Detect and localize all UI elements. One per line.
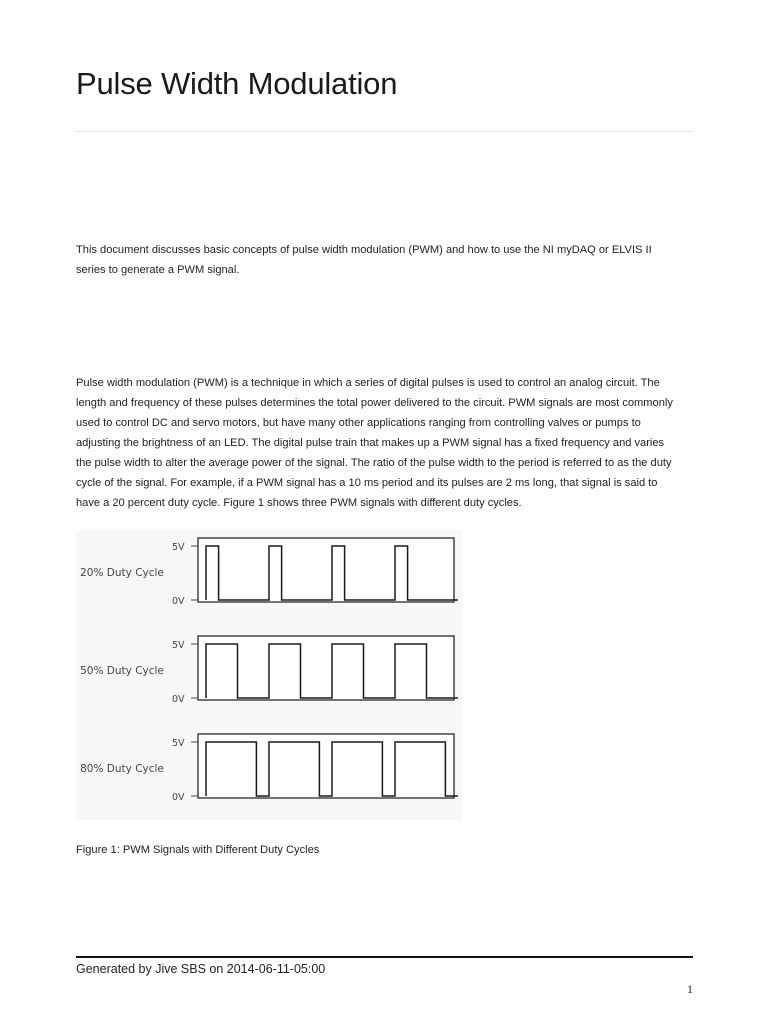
title-divider [76, 131, 693, 132]
footer-divider [76, 956, 693, 958]
document-title: Pulse Width Modulation [76, 66, 398, 101]
high-voltage-label: 5V [172, 738, 185, 749]
duty-cycle-label: 20% Duty Cycle [80, 567, 164, 579]
high-voltage-label: 5V [172, 640, 185, 651]
low-voltage-label: 0V [172, 596, 185, 607]
pwm-waveforms [76, 530, 462, 820]
body-paragraph: Pulse width modulation (PWM) is a technique in which a series of digital pulses is used to control an analog circuit. The length and frequency of these pulses determines the total power delivered to the circuit. PWM signals are most commonly used to control DC and servo motors, but have many other applications ranging from controlling valves or pumps to adjusting the brightness of an LED. The digital pulse train that makes up a PWM signal has a fixed frequency and varies the pulse width to alter the average power of the signal. The ratio of the pulse width to the period is referred to as the duty cycle of the signal. For example, if a PWM signal has a 10 ms period and its pulses are 2 ms long, that signal is said to have a 20 percent duty cycle. Figure 1 shows three PWM signals with different duty cycles. [76, 377, 673, 509]
waveform-frame [198, 636, 454, 700]
high-voltage-label: 5V [172, 542, 185, 553]
pwm-figure [76, 530, 462, 820]
footer-generated: Generated by Jive SBS on 2014-06-11-05:00 [76, 962, 326, 976]
low-voltage-label: 0V [172, 694, 185, 705]
intro-paragraph: This document discusses basic concepts of pulse width modulation (PWM) and how to use the NI myDAQ or ELVIS II series to generate a PWM signal. [76, 244, 652, 276]
waveform-frame [198, 538, 454, 602]
waveform-frame [198, 734, 454, 798]
low-voltage-label: 0V [172, 792, 185, 803]
figure-caption: Figure 1: PWM Signals with Different Duty Cycles [76, 844, 320, 856]
page-number: 1 [687, 982, 693, 996]
duty-cycle-label: 80% Duty Cycle [80, 763, 164, 775]
duty-cycle-label: 50% Duty Cycle [80, 665, 164, 677]
